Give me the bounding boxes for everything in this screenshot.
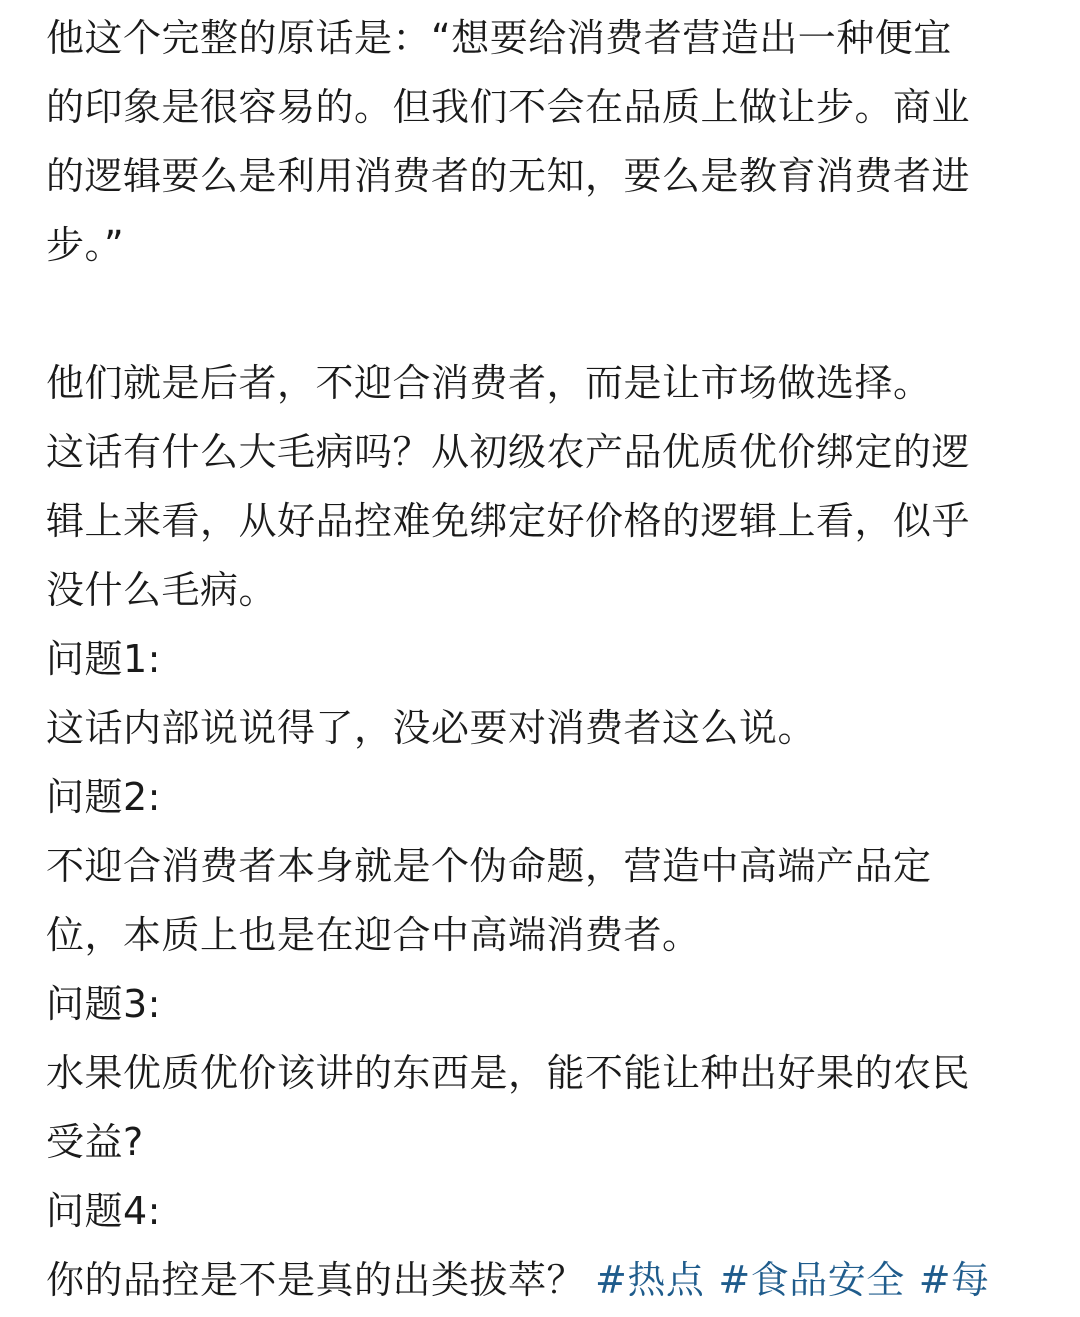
question-body: 这话内部说说得了，没必要对消费者这么说。 [46,706,817,750]
question-body: 位，本质上也是在迎合中高端消费者。 [46,913,701,957]
text-line: 他这个完整的原话是：“想要给消费者营造出一种便宜 [46,16,952,60]
text-line: 辑上来看，从好品控难免绑定好价格的逻辑上看，似乎 [46,499,971,543]
paragraph-analysis [46,349,1046,625]
question-1 [46,625,1046,763]
question-2 [46,763,1046,970]
paragraph-gap [46,280,1046,349]
question-title: 问题4: [46,1189,161,1233]
text-line: 的印象是很容易的。但我们不会在品质上做让步。商业 [46,85,971,129]
hashtag-list [595,1258,990,1302]
question-body: 你的品控是不是真的出类拔萃？ [46,1258,586,1302]
question-title: 问题1: [46,637,161,681]
question-3 [46,970,1046,1177]
post-body [46,4,1046,1315]
question-title: 问题2: [46,775,161,819]
text-line: 没什么毛病。 [46,568,278,612]
paragraph-quote [46,4,1046,280]
hashtag-truncated[interactable]: #每 [918,1258,990,1302]
text-line: 他们就是后者，不迎合消费者，而是让市场做选择。 [46,361,932,405]
text-line: 这话有什么大毛病吗？从初级农产品优质优价绑定的逻 [46,430,971,474]
hashtag-hot[interactable]: #热点 [595,1258,705,1302]
question-body: 不迎合消费者本身就是个伪命题，营造中高端产品定 [46,844,932,888]
text-line: 的逻辑要么是利用消费者的无知，要么是教育消费者进 [46,154,971,198]
question-title: 问题3: [46,982,161,1026]
question-4 [46,1177,1046,1315]
question-body: 水果优质优价该讲的东西是，能不能让种出好果的农民 [46,1051,971,1095]
question-body: 受益? [46,1120,144,1164]
question-body-with-tags [46,1246,1046,1315]
hashtag-food-safety[interactable]: #食品安全 [718,1258,905,1302]
text-line: 步。” [46,223,125,267]
